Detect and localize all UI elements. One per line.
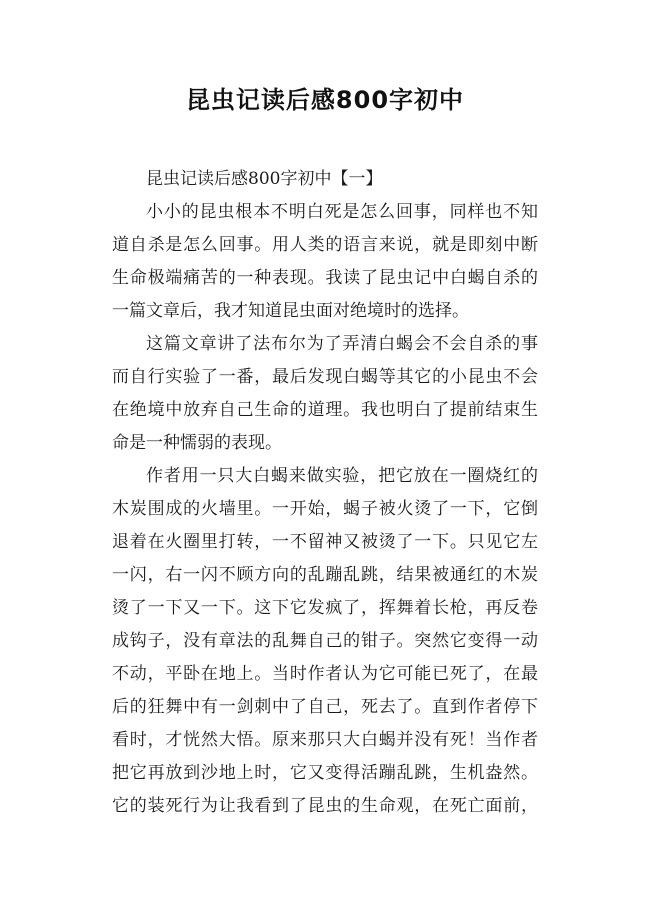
paragraph-line: 小小的昆虫根本不明白死是怎么回事，同样也不知	[146, 202, 538, 222]
document-body	[112, 163, 538, 823]
paragraph-line: 一篇文章后，我才知道昆虫面对绝境时的选择。	[112, 301, 469, 321]
paragraph-line: 道自杀是怎么回事。用人类的语言来说，就是即刻中断	[112, 235, 538, 255]
paragraph-line: 成钩子，没有章法的乱舞自己的钳子。突然它变得一动	[112, 631, 538, 651]
paragraph-line: 生命极端痛苦的一种表现。我读了昆虫记中白蝎自杀的	[112, 268, 538, 288]
paragraph-line: 后的狂舞中有一剑刺中了自己，死去了。直到作者停下	[112, 697, 538, 717]
paragraph-line: 烫了一下又一下。这下它发疯了，挥舞着长枪，再反卷	[112, 598, 538, 618]
paragraph-line: 命是一种懦弱的表现。	[112, 433, 282, 453]
section-heading: 昆虫记读后感800字初中【一】	[146, 169, 383, 189]
paragraph-line: 不动，平卧在地上。当时作者认为它可能已死了，在最	[112, 664, 538, 684]
paragraph-line: 作者用一只大白蝎来做实验，把它放在一圈烧红的	[146, 466, 538, 486]
paragraph-line: 把它再放到沙地上时，它又变得活蹦乱跳，生机盎然。	[112, 763, 538, 783]
paragraph-line: 看时，才恍然大悟。原来那只大白蝎并没有死！当作者	[112, 730, 538, 750]
paragraph-line: 这篇文章讲了法布尔为了弄清白蝎会不会自杀的事	[146, 334, 538, 354]
paragraph-line: 一闪，右一闪不顾方向的乱蹦乱跳，结果被通红的木炭	[112, 565, 538, 585]
paragraph-line: 在绝境中放弃自己生命的道理。我也明白了提前结束生	[112, 400, 538, 420]
paragraph-line: 退着在火圈里打转，一不留神又被烫了一下。只见它左	[112, 532, 538, 552]
paragraph-line: 它的装死行为让我看到了昆虫的生命观，在死亡面前，	[112, 796, 538, 816]
document-title: 昆虫记读后感800字初中	[185, 86, 465, 114]
paragraph-line: 而自行实验了一番，最后发现白蝎等其它的小昆虫不会	[112, 367, 538, 387]
paragraph-line: 木炭围成的火墙里。一开始，蝎子被火烫了一下，它倒	[112, 499, 538, 519]
